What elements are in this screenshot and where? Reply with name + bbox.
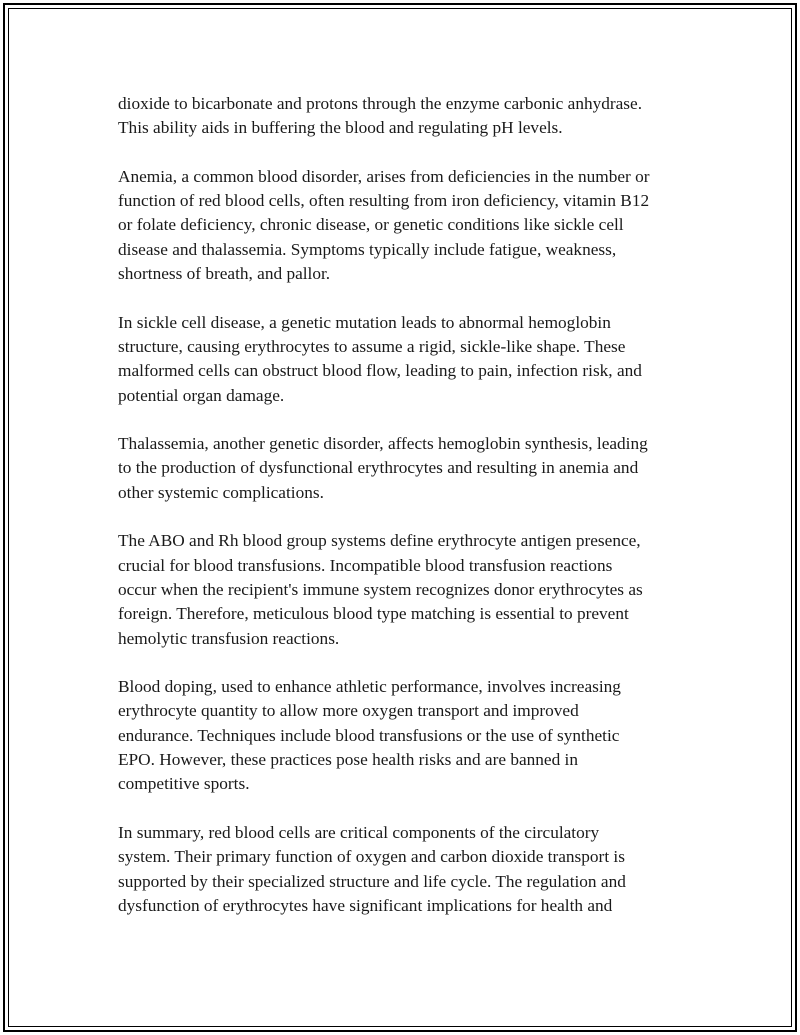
paragraph-anemia: Anemia, a common blood disorder, arises from deficiencies in the number or function of red blood cells, often resulting from iron deficiency, vitamin B12 or folate deficiency, chronic disease, or genetic conditions like sickle cell disease and thalassemia. Symptoms typically include fatigue, weakness, shortness of breath, and pallor. [118, 166, 650, 284]
document-body [118, 92, 698, 942]
paragraph-blood-groups: The ABO and Rh blood group systems define erythrocyte antigen presence, crucial for blood transfusions. Incompatible blood transfusion reactions occur when the recipient's immune system recognizes donor erythrocytes as foreign. Therefore, meticulous blood type matching is essential to prevent hemolytic transfusion reactions. [118, 531, 643, 648]
paragraph-sickle-cell: In sickle cell disease, a genetic mutation leads to abnormal hemoglobin structure, causing erythrocytes to assume a rigid, sickle-like shape. These malformed cells can obstruct blood flow, leading to pain, infection risk, and potential organ damage. [118, 312, 642, 405]
paragraph-thalassemia: Thalassemia, another genetic disorder, affects hemoglobin synthesis, leading to the production of dysfunctional erythrocytes and resulting in anemia and other systemic complications. [118, 434, 648, 502]
paragraph-blood-doping: Blood doping, used to enhance athletic performance, involves increasing erythrocyte quantity to allow more oxygen transport and improved endurance. Techniques include blood transfusions or the use of synthetic EPO. However, these practices pose health risks and are banned in competitive sports. [118, 677, 621, 794]
paragraph-summary: In summary, red blood cells are critical components of the circulatory system. Their primary function of oxygen and carbon dioxide transport is supported by their specialized structure and life cycle. The regulation and dysfunction of erythrocytes have significant implications for health and [118, 822, 626, 915]
paragraph-carbonic-anhydrase: dioxide to bicarbonate and protons through the enzyme carbonic anhydrase. This ability aids in buffering the blood and regulating pH levels. [118, 94, 643, 138]
